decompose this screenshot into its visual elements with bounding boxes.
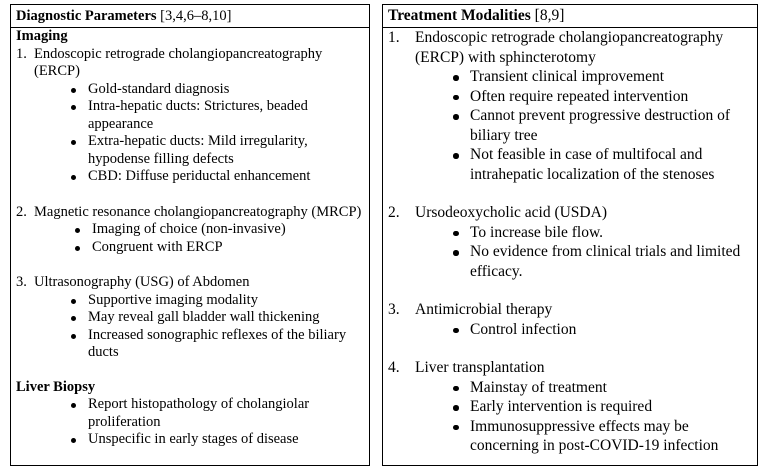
treatment-item-liver-transplantation [388,358,752,378]
list-item: Mainstay of treatment [470,378,752,398]
list-item: Increased sonographic reflexes of the biliary ducts [88,327,364,362]
liver-biopsy-bullets [88,396,350,449]
item-label: Magnetic resonance cholangiopancreatography (MRCP) [34,203,362,220]
item-number: 2. [16,203,27,220]
diagnostic-parameters-header [11,5,369,28]
diagnostic-item-mrcp [16,204,364,222]
treatment-item-usda [388,203,752,223]
item-label: Endoscopic retrograde cholangiopancreatography (ERCP) with sphincterotomy [415,29,724,66]
ercp-treatment-bullets [470,67,752,184]
usda-bullets [470,223,752,282]
item-label: Liver transplantation [415,359,545,376]
list-item: May reveal gall bladder wall thickening [88,309,364,327]
antimicrobial-bullets [470,320,752,340]
treatment-modalities-panel [382,4,758,466]
treatment-modalities-header [383,5,757,28]
item-number: 3. [16,274,27,290]
item-label: Endoscopic retrograde cholangiopancreatography (ERCP) [34,45,323,79]
list-item: No evidence from clinical trials and limited efficacy. [470,242,752,281]
item-number: 2. [388,204,400,221]
diagnostic-item-ercp [16,46,364,81]
item-label: Antimicrobial therapy [415,301,553,318]
item-number: 4. [388,359,400,376]
list-item: CBD: Diffuse periductal enhancement [88,168,346,186]
treatment-modalities-title: Treatment Modalities [388,7,531,24]
liver-transplantation-bullets [470,378,752,456]
liver-biopsy-heading: Liver Biopsy [16,378,96,395]
list-item: Imaging of choice (non-invasive) [92,221,352,239]
list-item: Extra-hepatic ducts: Mild irregularity, hypodense filling defects [88,133,346,168]
item-number: 1. [388,29,400,46]
treatment-modalities-refs: [8,9] [534,7,565,24]
treatment-item-antimicrobial [388,300,752,320]
diagnostic-item-usg [16,274,364,292]
list-item: Immunosuppressive effects may be concerning in post-COVID-19 infection [470,417,752,456]
list-item: Congruent with ERCP [92,239,352,257]
imaging-heading: Imaging [16,28,68,44]
list-item: Intra-hepatic ducts: Strictures, beaded appearance [88,98,346,133]
list-item: Transient clinical improvement [470,67,752,87]
list-item: Unspecific in early stages of disease [88,431,350,449]
diagnostic-parameters-panel [10,4,370,466]
diagnostic-parameters-refs: [3,4,6–8,10] [160,8,232,24]
diagnostic-parameters-title: Diagnostic Parameters [16,8,157,24]
item-label: Ursodeoxycholic acid (USDA) [415,204,607,221]
treatment-item-ercp [388,28,752,67]
treatment-modalities-body [383,28,757,456]
list-item: Cannot prevent progressive destruction of biliary tree [470,106,752,145]
ercp-bullets [88,81,346,186]
diagnostic-parameters-body [11,28,369,449]
list-item: Early intervention is required [470,397,752,417]
list-item: Control infection [470,320,752,340]
item-number: 3. [388,301,400,318]
list-item: To increase bile flow. [470,223,752,243]
item-number: 1. [16,45,27,62]
mrcp-bullets [92,221,352,256]
list-item: Gold-standard diagnosis [88,81,346,99]
list-item: Report histopathology of cholangiolar proliferation [88,396,350,431]
list-item: Not feasible in case of multifocal and intrahepatic localization of the stenoses [470,145,752,184]
item-label: Ultrasonography (USG) of Abdomen [34,274,250,290]
list-item: Often require repeated intervention [470,87,752,107]
usg-bullets [88,292,364,362]
list-item: Supportive imaging modality [88,292,364,310]
